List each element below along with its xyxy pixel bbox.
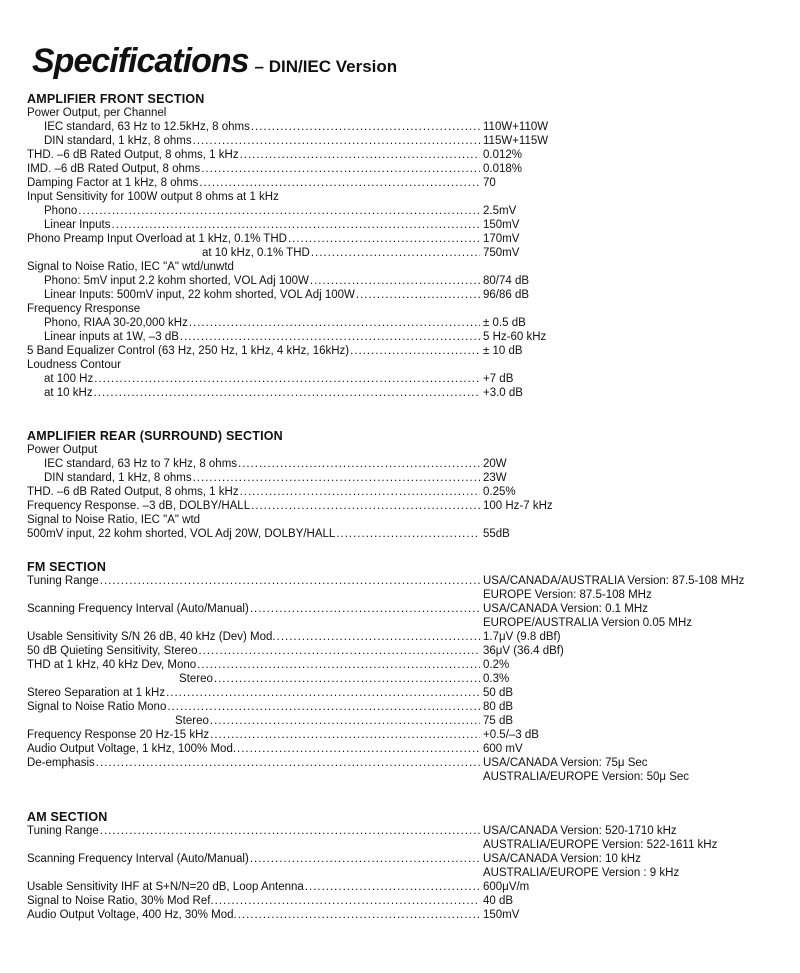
spec-row	[27, 288, 787, 302]
spec-label: at 10 kHz	[44, 387, 93, 399]
spec-label: DIN standard, 1 kHz, 8 ohms	[44, 135, 192, 147]
spec-label: Stereo	[179, 673, 213, 685]
spec-row	[27, 190, 787, 204]
dot-leader	[238, 908, 480, 922]
dot-leader	[356, 288, 480, 302]
spec-label: Usable Sensitivity IHF at S+N/N=20 dB, Loop Antenna	[27, 881, 304, 893]
spec-label: Input Sensitivity for 100W output 8 ohms at 1 kHz	[27, 191, 279, 203]
dot-leader	[78, 204, 480, 218]
dot-leader	[305, 880, 480, 894]
spec-value: 100 Hz-7 kHz	[483, 500, 553, 512]
spec-value: 23W	[483, 472, 507, 484]
section-title: AMPLIFIER REAR (SURROUND) SECTION	[27, 429, 283, 443]
dot-leader	[238, 457, 480, 471]
dot-leader	[251, 120, 480, 134]
spec-label: at 10 kHz, 0.1% THD	[202, 247, 310, 259]
spec-value: 70	[483, 177, 496, 189]
spec-value: USA/CANADA Version: 520-1710 kHz	[483, 825, 677, 837]
dot-leader	[210, 714, 480, 728]
am-section	[27, 810, 787, 922]
spec-row	[27, 148, 787, 162]
spec-value: 5 Hz-60 kHz	[483, 331, 547, 343]
spec-value: +7 dB	[483, 373, 514, 385]
spec-row	[27, 274, 787, 288]
spec-value: 80/74 dB	[483, 275, 530, 287]
spec-row	[27, 302, 787, 316]
spec-label: IEC standard, 63 Hz to 12.5kHz, 8 ohms	[44, 121, 250, 133]
spec-value: +3.0 dB	[483, 387, 523, 399]
dot-leader	[166, 686, 480, 700]
spec-label: Tuning Range	[27, 825, 99, 837]
spec-label: THD. –6 dB Rated Output, 8 ohms, 1 kHz	[27, 149, 239, 161]
spec-row	[27, 658, 787, 672]
dot-leader	[201, 162, 480, 176]
spec-label: De-emphasis	[27, 757, 95, 769]
dot-leader	[237, 742, 480, 756]
spec-row	[27, 120, 787, 134]
spec-label: Loudness Contour	[27, 359, 121, 371]
spec-label: Frequency Rresponse	[27, 303, 141, 315]
spec-label: Usable Sensitivity S/N 26 dB, 40 kHz (Dev) Mod.	[27, 631, 276, 643]
spec-value: 0.3%	[483, 673, 510, 685]
dot-leader	[336, 527, 480, 541]
spec-label: Stereo Separation at 1 kHz	[27, 687, 166, 699]
spec-value: 0.2%	[483, 659, 510, 671]
dot-leader	[210, 728, 480, 742]
spec-label: Scanning Frequency Interval (Auto/Manual)	[27, 603, 249, 615]
spec-label: Linear Inputs: 500mV input, 22 kohm shorted, VOL Adj 100W	[44, 289, 355, 301]
spec-row	[27, 616, 787, 630]
spec-label: Tuning Range	[27, 575, 99, 587]
dot-leader	[288, 232, 480, 246]
dot-leader	[189, 316, 480, 330]
spec-value: 150mV	[483, 219, 520, 231]
spec-value: USA/CANADA Version: 10 kHz	[483, 853, 641, 865]
spec-row	[27, 894, 787, 908]
spec-label: THD at 1 kHz, 40 kHz Dev, Mono	[27, 659, 197, 671]
spec-row	[27, 386, 787, 400]
spec-row	[27, 162, 787, 176]
spec-row	[27, 574, 787, 588]
dot-leader	[350, 344, 480, 358]
spec-row	[27, 880, 787, 894]
spec-row	[27, 908, 787, 922]
spec-value: 36μV (36.4 dBf)	[483, 645, 564, 657]
spec-value: 115W+115W	[483, 135, 549, 147]
dot-leader	[240, 148, 480, 162]
dot-leader	[94, 386, 480, 400]
spec-label: Scanning Frequency Interval (Auto/Manual)	[27, 853, 249, 865]
dot-leader	[250, 602, 480, 616]
spec-row	[27, 485, 787, 499]
spec-row	[27, 824, 787, 838]
dot-leader	[193, 134, 480, 148]
spec-row	[27, 330, 787, 344]
spec-value: USA/CANADA/AUSTRALIA Version: 87.5-108 MHz	[483, 575, 745, 587]
spec-row	[27, 344, 787, 358]
spec-row	[27, 602, 787, 616]
spec-row	[27, 742, 787, 756]
spec-label: Phono Preamp Input Overload at 1 kHz, 0.1% THD	[27, 233, 287, 245]
spec-row	[27, 499, 787, 513]
spec-label: Signal to Noise Ratio, IEC "A" wtd	[27, 514, 201, 526]
spec-row	[27, 770, 787, 784]
amplifier-rear-section	[27, 429, 787, 541]
spec-row	[27, 852, 787, 866]
spec-label: Phono: 5mV input 2.2 kohm shorted, VOL Adj 100W	[44, 275, 309, 287]
spec-label: Frequency Response 20 Hz-15 kHz	[27, 729, 210, 741]
spec-row	[27, 756, 787, 770]
dot-leader	[311, 246, 480, 260]
spec-value: 600μV/m	[483, 881, 530, 893]
spec-value: 170mV	[483, 233, 520, 245]
spec-row	[27, 232, 787, 246]
spec-label: Damping Factor at 1 kHz, 8 ohms	[27, 177, 199, 189]
section-title: AMPLIFIER FRONT SECTION	[27, 92, 205, 106]
spec-value: 110W+110W	[483, 121, 549, 133]
dot-leader	[240, 485, 480, 499]
spec-label: at 100 Hz	[44, 373, 94, 385]
title-subtitle: – DIN/IEC Version	[254, 57, 398, 76]
spec-value: 600 mV	[483, 743, 523, 755]
spec-row	[27, 316, 787, 330]
spec-label: IEC standard, 63 Hz to 7 kHz, 8 ohms	[44, 458, 238, 470]
spec-label: THD. –6 dB Rated Output, 8 ohms, 1 kHz	[27, 486, 239, 498]
spec-value: 75 dB	[483, 715, 514, 727]
spec-value: 750mV	[483, 247, 520, 259]
spec-value: 50 dB	[483, 687, 514, 699]
dot-leader	[180, 330, 480, 344]
spec-label: 50 dB Quieting Sensitivity, Stereo	[27, 645, 198, 657]
dot-leader	[193, 471, 480, 485]
spec-value: +0.5/–3 dB	[483, 729, 539, 741]
spec-row	[27, 358, 787, 372]
spec-row	[27, 471, 787, 485]
spec-row	[27, 700, 787, 714]
spec-label: Audio Output Voltage, 400 Hz, 30% Mod.	[27, 909, 237, 921]
section-title: FM SECTION	[27, 560, 107, 574]
spec-value: 0.25%	[483, 486, 516, 498]
spec-value: 20W	[483, 458, 507, 470]
dot-leader	[112, 218, 481, 232]
fm-section	[27, 560, 787, 784]
spec-value: USA/CANADA Version: 0.1 MHz	[483, 603, 648, 615]
spec-value: ± 10 dB	[483, 345, 523, 357]
spec-row	[27, 644, 787, 658]
dot-leader	[310, 274, 480, 288]
dot-leader	[167, 700, 480, 714]
spec-value: 80 dB	[483, 701, 514, 713]
dot-leader	[251, 499, 480, 513]
spec-label: 500mV input, 22 kohm shorted, VOL Adj 20W, DOLBY/HALL	[27, 528, 336, 540]
spec-row	[27, 672, 787, 686]
dot-leader	[199, 176, 480, 190]
spec-row	[27, 176, 787, 190]
spec-row	[27, 134, 787, 148]
spec-row	[27, 513, 787, 527]
spec-value: USA/CANADA Version: 75μ Sec	[483, 757, 648, 769]
spec-row	[27, 686, 787, 700]
section-title: AM SECTION	[27, 810, 108, 824]
dot-leader	[197, 658, 480, 672]
spec-row	[27, 838, 787, 852]
dot-leader	[100, 824, 480, 838]
spec-value: 96/86 dB	[483, 289, 530, 301]
spec-value: ± 0.5 dB	[483, 317, 526, 329]
spec-label: Signal to Noise Ratio Mono	[27, 701, 167, 713]
spec-label: Phono, RIAA 30-20,000 kHz	[44, 317, 188, 329]
spec-value: AUSTRALIA/EUROPE Version: 522-1611 kHz	[483, 839, 718, 851]
spec-label: Stereo	[175, 715, 209, 727]
spec-row	[27, 443, 787, 457]
spec-value: 0.018%	[483, 163, 523, 175]
spec-row	[27, 457, 787, 471]
spec-row	[27, 714, 787, 728]
spec-label: Signal to Noise Ratio, IEC "A" wtd/unwtd	[27, 261, 234, 273]
spec-value: 55dB	[483, 528, 510, 540]
spec-row	[27, 527, 787, 541]
spec-row	[27, 866, 787, 880]
spec-label: Frequency Response. –3 dB, DOLBY/HALL	[27, 500, 251, 512]
spec-value: EUROPE/AUSTRALIA Version 0.05 MHz	[483, 617, 692, 629]
dot-leader	[250, 852, 480, 866]
spec-value: 0.012%	[483, 149, 523, 161]
spec-row	[27, 728, 787, 742]
spec-value: AUSTRALIA/EUROPE Version: 50μ Sec	[483, 771, 690, 783]
dot-leader	[198, 644, 480, 658]
spec-value: EUROPE Version: 87.5-108 MHz	[483, 589, 652, 601]
page-title	[32, 42, 397, 81]
spec-value: 40 dB	[483, 895, 514, 907]
dot-leader	[215, 894, 480, 908]
spec-row	[27, 204, 787, 218]
spec-row	[27, 260, 787, 274]
dot-leader	[96, 756, 480, 770]
dot-leader	[100, 574, 480, 588]
spec-label: Signal to Noise Ratio, 30% Mod Ref.	[27, 895, 214, 907]
spec-row	[27, 218, 787, 232]
spec-label: IMD. –6 dB Rated Output, 8 ohms	[27, 163, 201, 175]
spec-value: 2.5mV	[483, 205, 517, 217]
spec-label: DIN standard, 1 kHz, 8 ohms	[44, 472, 192, 484]
title-main: Specifications	[32, 42, 249, 80]
spec-row	[27, 630, 787, 644]
spec-label: 5 Band Equalizer Control (63 Hz, 250 Hz, 1 kHz, 4 kHz, 16kHz)	[27, 345, 350, 357]
spec-row	[27, 246, 787, 260]
spec-row	[27, 106, 787, 120]
dot-leader	[94, 372, 480, 386]
amplifier-front-section	[27, 92, 787, 400]
dot-leader	[214, 672, 480, 686]
spec-label: Linear inputs at 1W, –3 dB	[44, 331, 179, 343]
spec-value: 150mV	[483, 909, 520, 921]
spec-label: Audio Output Voltage, 1 kHz, 100% Mod.	[27, 743, 237, 755]
spec-label: Phono	[44, 205, 78, 217]
spec-label: Power Output	[27, 444, 98, 456]
spec-value: AUSTRALIA/EUROPE Version : 9 kHz	[483, 867, 680, 879]
dot-leader	[277, 630, 480, 644]
spec-label: Linear Inputs	[44, 219, 111, 231]
spec-value: 1.7μV (9.8 dBf)	[483, 631, 561, 643]
spec-row	[27, 588, 787, 602]
spec-row	[27, 372, 787, 386]
spec-label: Power Output, per Channel	[27, 107, 167, 119]
